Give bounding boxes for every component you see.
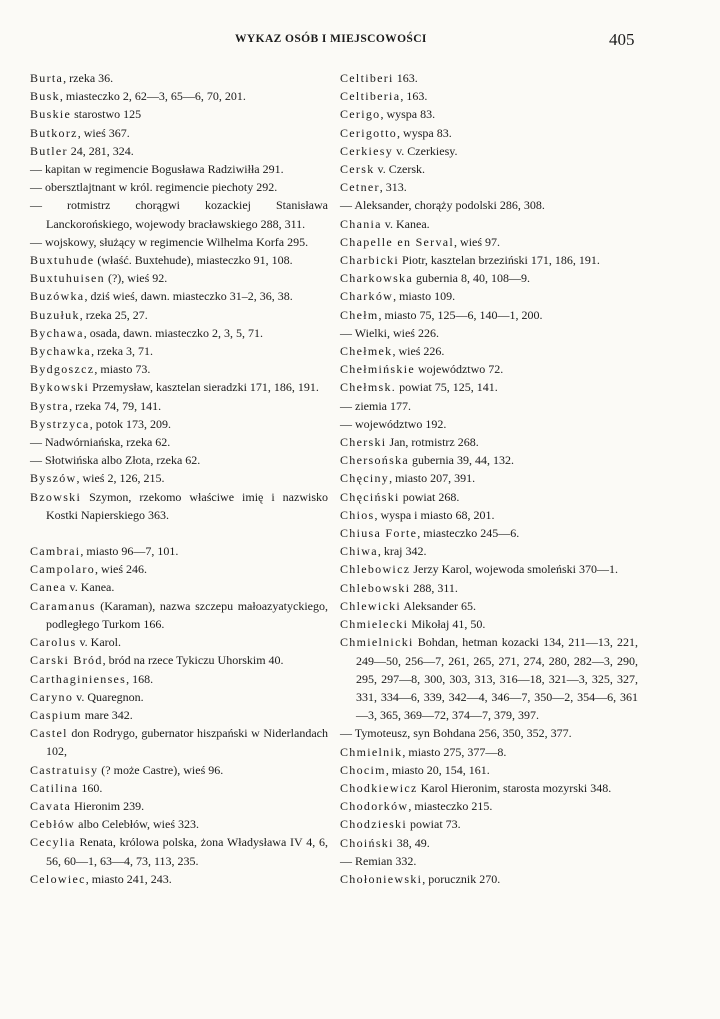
entry-keyword: Cerigo [340, 107, 381, 122]
entry-keyword: Charków [340, 289, 394, 304]
entry-text: , kraj 342. [377, 544, 427, 559]
index-entry [30, 651, 328, 669]
entry-text: Bohdan, hetman kozacki 134, 211—13, 221, 249—50, 256—7, 261, 265, 271, 274, 280, 282—3, 290, 295, 297—8, 300, 303, 313, 316—18, 321—3, 325, 327, 331, 334—6, 339, 342—4, 346—7, 350—2, 354—6, 361—3, 365, 369—72, 374—7, 379, 397. [356, 635, 638, 723]
index-entry [340, 215, 638, 233]
page-header [0, 30, 720, 54]
entry-keyword: Byszów [30, 471, 77, 486]
index-entry [340, 324, 638, 342]
entry-text: — kapitan w regimencie Bogusława Radziwiłła 291. [30, 162, 284, 177]
index-entry [30, 670, 328, 688]
entry-text: , bród na rzece Tykiczu Uhorskim 40. [102, 653, 284, 668]
entry-keyword: Cetner [340, 180, 380, 195]
entry-text: Jerzy Karol, wojewoda smoleński 370—1. [410, 562, 618, 577]
index-entry [30, 597, 328, 633]
index-entry [340, 597, 638, 615]
entry-keyword: Charkowska [340, 271, 413, 286]
index-entry [30, 469, 328, 487]
index-entry [340, 615, 638, 633]
index-entry [30, 142, 328, 160]
index-entry [30, 306, 328, 324]
entry-text: (? może Castre), wieś 96. [98, 762, 224, 777]
entry-text: — Słotwińska albo Złota, rzeka 62. [30, 453, 201, 468]
index-entry [340, 542, 638, 560]
entry-keyword: Chiusa Forte [340, 526, 418, 541]
entry-keyword: Chapelle en Serval [340, 234, 455, 249]
entry-keyword: Chęciński [340, 489, 400, 504]
entry-keyword: Carolus [30, 635, 77, 650]
index-entry [30, 415, 328, 433]
entry-text: — obersztlajtnant w król. regimencie piechoty 292. [30, 180, 278, 195]
entry-keyword: Buzówka [30, 289, 85, 304]
entry-text: v. Quaregnon. [73, 689, 144, 704]
index-entry [30, 433, 328, 451]
entry-text: województwo 72. [414, 362, 504, 377]
entry-keyword: Chiwa [340, 544, 378, 559]
entry-text: , miasto 207, 391. [389, 471, 476, 486]
entry-keyword: Cavata [30, 798, 72, 813]
index-entry [340, 360, 638, 378]
entry-text: , 163. [400, 89, 428, 104]
entry-keyword: Cecylia [30, 835, 76, 850]
index-entry [340, 124, 638, 142]
entry-text: — Tymoteusz, syn Bohdana 256, 350, 352, 377. [340, 726, 572, 741]
entry-keyword: Butler [30, 143, 68, 158]
index-entry [30, 815, 328, 833]
entry-text: v. Czersk. [374, 162, 426, 177]
entry-text: powiat 75, 125, 141. [396, 380, 498, 395]
entry-text: — rotmistrz chorągwi kozackiej Stanisława Lanckorońskiego, wojewody bracławskiego 288, 311. [30, 198, 328, 231]
index-entry [340, 433, 638, 451]
entry-text: , miasto 75, 125—6, 140—1, 200. [378, 307, 543, 322]
index-entry [340, 870, 638, 888]
entry-keyword: Choiński [340, 835, 394, 850]
entry-text: , potok 173, 209. [89, 416, 172, 431]
entry-keyword: Cambrai [30, 544, 81, 559]
entry-text: v. Karol. [76, 635, 121, 650]
index-entry [30, 87, 328, 105]
index-entry [340, 287, 638, 305]
index-entry [340, 779, 638, 797]
index-entry [340, 105, 638, 123]
entry-text: 163. [393, 71, 418, 85]
entry-keyword: Bykowski [30, 380, 90, 395]
entry-text: v. Kanea. [66, 580, 115, 595]
index-entry [340, 834, 638, 852]
entry-text: 24, 281, 324. [67, 143, 134, 158]
entry-keyword: Bystra [30, 398, 70, 413]
entry-keyword: Cherski [340, 435, 387, 450]
index-entry [340, 579, 638, 597]
index-column-left [30, 69, 328, 888]
entry-keyword: Caramanus [30, 598, 96, 613]
entry-text: Renata, królowa polska, żona Władysława IV 4, 6, 56, 60—1, 63—4, 73, 113, 235. [46, 835, 328, 868]
entry-text: , rzeka 3, 71. [91, 344, 154, 359]
entry-text: , rzeka 25, 27. [79, 307, 148, 322]
entry-text: v. Kanea. [381, 216, 430, 231]
entry-keyword: Bychawka [30, 344, 92, 359]
entry-text: — ziemia 177. [340, 398, 411, 413]
entry-text: , 313. [379, 180, 407, 195]
entry-keyword: Canea [30, 580, 67, 595]
index-entry [340, 160, 638, 178]
entry-text: , miasteczko 2, 62—3, 65—6, 70, 201. [59, 89, 246, 104]
index-entry [30, 342, 328, 360]
entry-text: powiat 73. [407, 817, 461, 832]
entry-keyword: Buskie [30, 107, 72, 122]
index-entry [340, 397, 638, 415]
entry-keyword: Chołoniewski [340, 871, 423, 886]
entry-keyword: Chlebowski [340, 580, 411, 595]
entry-keyword: Castratuisy [30, 762, 99, 777]
index-entry [340, 761, 638, 779]
index-entry [30, 233, 328, 251]
entry-keyword: Castel [30, 726, 68, 741]
entry-keyword: Chełmsk. [340, 380, 397, 395]
entry-keyword: Buzułuk [30, 307, 80, 322]
entry-keyword: Buxtuhude [30, 253, 95, 268]
index-entry [30, 397, 328, 415]
entry-keyword: Chania [340, 216, 382, 231]
entry-text: , wyspa 83. [380, 107, 436, 122]
entry-text: 38, 49. [393, 835, 430, 850]
entry-keyword: Celowiec [30, 871, 86, 886]
index-entry [30, 360, 328, 378]
index-entry [340, 633, 638, 724]
entry-text: gubernia 39, 44, 132. [409, 453, 514, 468]
entry-text: , rzeka 74, 79, 141. [69, 398, 162, 413]
entry-text: Szymon, rzekomo właściwe imię i nazwisko Kostki Napierskiego 363. [46, 489, 328, 522]
entry-keyword: Celtiberia [340, 89, 401, 104]
entry-text: , wieś 367. [77, 125, 130, 140]
index-entry [340, 469, 638, 487]
entry-keyword: Chlebowicz [340, 562, 411, 577]
entry-text: albo Celebłów, wieś 323. [75, 817, 200, 832]
entry-text: , miasto 73. [94, 362, 151, 377]
entry-keyword: Cerkiesy [340, 143, 394, 158]
index-entry [340, 233, 638, 251]
index-entry [340, 724, 638, 742]
entry-text: , wieś 97. [454, 234, 501, 249]
entry-keyword: Chełm [340, 307, 379, 322]
entry-text: Mikołaj 41, 50. [408, 617, 486, 632]
index-entry [340, 196, 638, 214]
entry-keyword: Chmielnicki [340, 635, 414, 650]
entry-keyword: Bystrzyca [30, 416, 90, 431]
entry-keyword: Chodkiewicz [340, 780, 418, 795]
entry-keyword: Buxtuhuisen [30, 271, 105, 286]
index-entry [30, 688, 328, 706]
running-head: WYKAZ OSÓB I MIEJSCOWOŚCI [235, 33, 427, 45]
entry-text: , dziś wieś, dawn. miasteczko 31–2, 36, 38. [84, 289, 293, 304]
entry-keyword: Chmielnik [340, 744, 403, 759]
entry-keyword: Catilina [30, 780, 79, 795]
entry-keyword: Caspium [30, 707, 82, 722]
entry-text: v. Czerkiesy. [393, 143, 458, 158]
entry-text: , rzeka 36. [63, 71, 114, 85]
index-entry [30, 324, 328, 342]
index-entry [30, 105, 328, 123]
index-entry [30, 542, 328, 560]
entry-keyword: Cersk [340, 162, 375, 177]
entry-text: Piotr, kasztelan brzeziński 171, 186, 191. [399, 253, 600, 268]
entry-text: don Rodrygo, gubernator hiszpański w Niderlandach 102, [46, 726, 328, 759]
index-entry [340, 142, 638, 160]
entry-keyword: Chersońska [340, 453, 409, 468]
index-entry [340, 451, 638, 469]
entry-keyword: Caryno [30, 689, 74, 704]
index-entry [30, 633, 328, 651]
entry-keyword: Campolaro [30, 562, 96, 577]
entry-text: , wieś 2, 126, 215. [76, 471, 165, 486]
entry-text: , porucznik 270. [422, 871, 501, 886]
entry-text: , osada, dawn. miasteczko 2, 3, 5, 71. [83, 325, 264, 340]
entry-text: Aleksander 65. [401, 598, 477, 613]
index-entry [340, 69, 638, 87]
index-entry [30, 178, 328, 196]
entry-text: (właść. Buxtehude), miasteczko 91, 108. [94, 253, 293, 268]
entry-text: mare 342. [81, 707, 133, 722]
index-entry [340, 178, 638, 196]
entry-text: — Wielki, wieś 226. [340, 325, 439, 340]
index-entry [340, 342, 638, 360]
index-entry [30, 724, 328, 760]
entry-text: — wojskowy, służący w regimencie Wilhelma Korfa 295. [30, 234, 309, 249]
entry-keyword: Chęciny [340, 471, 390, 486]
entry-text: , wyspa i miasto 68, 201. [374, 507, 495, 522]
entry-keyword: Busk [30, 89, 60, 104]
index-entry [340, 269, 638, 287]
entry-text: , wieś 246. [95, 562, 148, 577]
index-entry [30, 124, 328, 142]
index-entry [30, 797, 328, 815]
index-entry [30, 560, 328, 578]
entry-text: , miasto 275, 377—8. [402, 744, 507, 759]
index-entry [340, 797, 638, 815]
entry-keyword: Butkorz [30, 125, 78, 140]
entry-keyword: Bychawa [30, 325, 84, 340]
index-entry [30, 287, 328, 305]
entry-keyword: Cebłów [30, 817, 76, 832]
index-entry [340, 524, 638, 542]
index-entry [30, 269, 328, 287]
entry-keyword: Celtiberi [340, 71, 394, 85]
index-entry [30, 378, 328, 396]
index-entry [30, 870, 328, 888]
index-entry [30, 69, 328, 87]
index-entry [30, 578, 328, 596]
entry-text: (Karaman), nazwa szczepu małoazyatyckiego, podległego Turkom 166. [46, 598, 328, 631]
entry-keyword: Chmielecki [340, 617, 409, 632]
entry-text: , miasteczko 215. [408, 799, 493, 814]
entry-text: (?), wieś 92. [104, 271, 168, 286]
entry-text: Jan, rotmistrz 268. [386, 435, 479, 450]
index-entry [30, 761, 328, 779]
entry-text: , miasto 20, 154, 161. [385, 762, 490, 777]
entry-text: gubernia 8, 40, 108—9. [413, 271, 530, 286]
entry-keyword: Charbicki [340, 253, 400, 268]
entry-text: , miasteczko 245—6. [417, 526, 520, 541]
entry-text: , miasto 96—7, 101. [80, 544, 179, 559]
index-entry [30, 451, 328, 469]
index-entry [340, 415, 638, 433]
entry-text: Przemysław, kasztelan sieradzki 171, 186, 191. [89, 380, 319, 395]
entry-text: Hieronim 239. [71, 798, 145, 813]
index-entry [340, 306, 638, 324]
entry-keyword: Chodorków [340, 799, 409, 814]
entry-keyword: Bzowski [30, 489, 82, 504]
index-entry [340, 378, 638, 396]
entry-keyword: Chocim [340, 762, 386, 777]
entry-text: 160. [78, 780, 103, 795]
index-entry [340, 743, 638, 761]
entry-keyword: Chełmek [340, 344, 393, 359]
entry-text: — Nadwórniańska, rzeka 62. [30, 435, 171, 450]
index-entry [30, 706, 328, 724]
index-entry [340, 506, 638, 524]
entry-text: , wyspa 83. [397, 125, 452, 140]
entry-keyword: Chełmińskie [340, 362, 415, 377]
page-number: 405 [609, 30, 635, 49]
entry-text: , miasto 109. [393, 289, 456, 304]
entry-keyword: Burta [30, 71, 64, 85]
entry-text: Karol Hieronim, starosta mozyrski 348. [417, 780, 612, 795]
entry-text: — Remian 332. [340, 853, 417, 868]
index-entry [340, 251, 638, 269]
entry-text: starostwo 125 [71, 107, 142, 122]
index-entry [340, 488, 638, 506]
entry-text: 288, 311. [410, 580, 458, 595]
entry-keyword: Chios [340, 507, 375, 522]
index-entry [30, 779, 328, 797]
entry-text: powiat 268. [399, 489, 460, 504]
entry-text: , 168. [126, 671, 154, 686]
entry-text: , wieś 226. [392, 344, 445, 359]
index-entry [30, 833, 328, 869]
index-entry [340, 560, 638, 578]
index-entry [30, 196, 328, 232]
entry-keyword: Bydgoszcz [30, 362, 95, 377]
index-entry [30, 160, 328, 178]
index-entry [340, 815, 638, 833]
index-entry [340, 852, 638, 870]
entry-keyword: Carthaginienses [30, 671, 127, 686]
index-entry [340, 87, 638, 105]
entry-keyword: Cerigotto [340, 125, 398, 140]
entry-text: — województwo 192. [340, 416, 447, 431]
entry-keyword: Carski Bród [30, 653, 103, 668]
index-entry [30, 488, 328, 524]
entry-text: — Aleksander, chorąży podolski 286, 308. [340, 198, 545, 213]
entry-text: , miasto 241, 243. [85, 871, 172, 886]
index-entry [30, 251, 328, 269]
index-column-right [340, 69, 638, 888]
entry-keyword: Chlewicki [340, 598, 402, 613]
entry-keyword: Chodzieski [340, 817, 407, 832]
